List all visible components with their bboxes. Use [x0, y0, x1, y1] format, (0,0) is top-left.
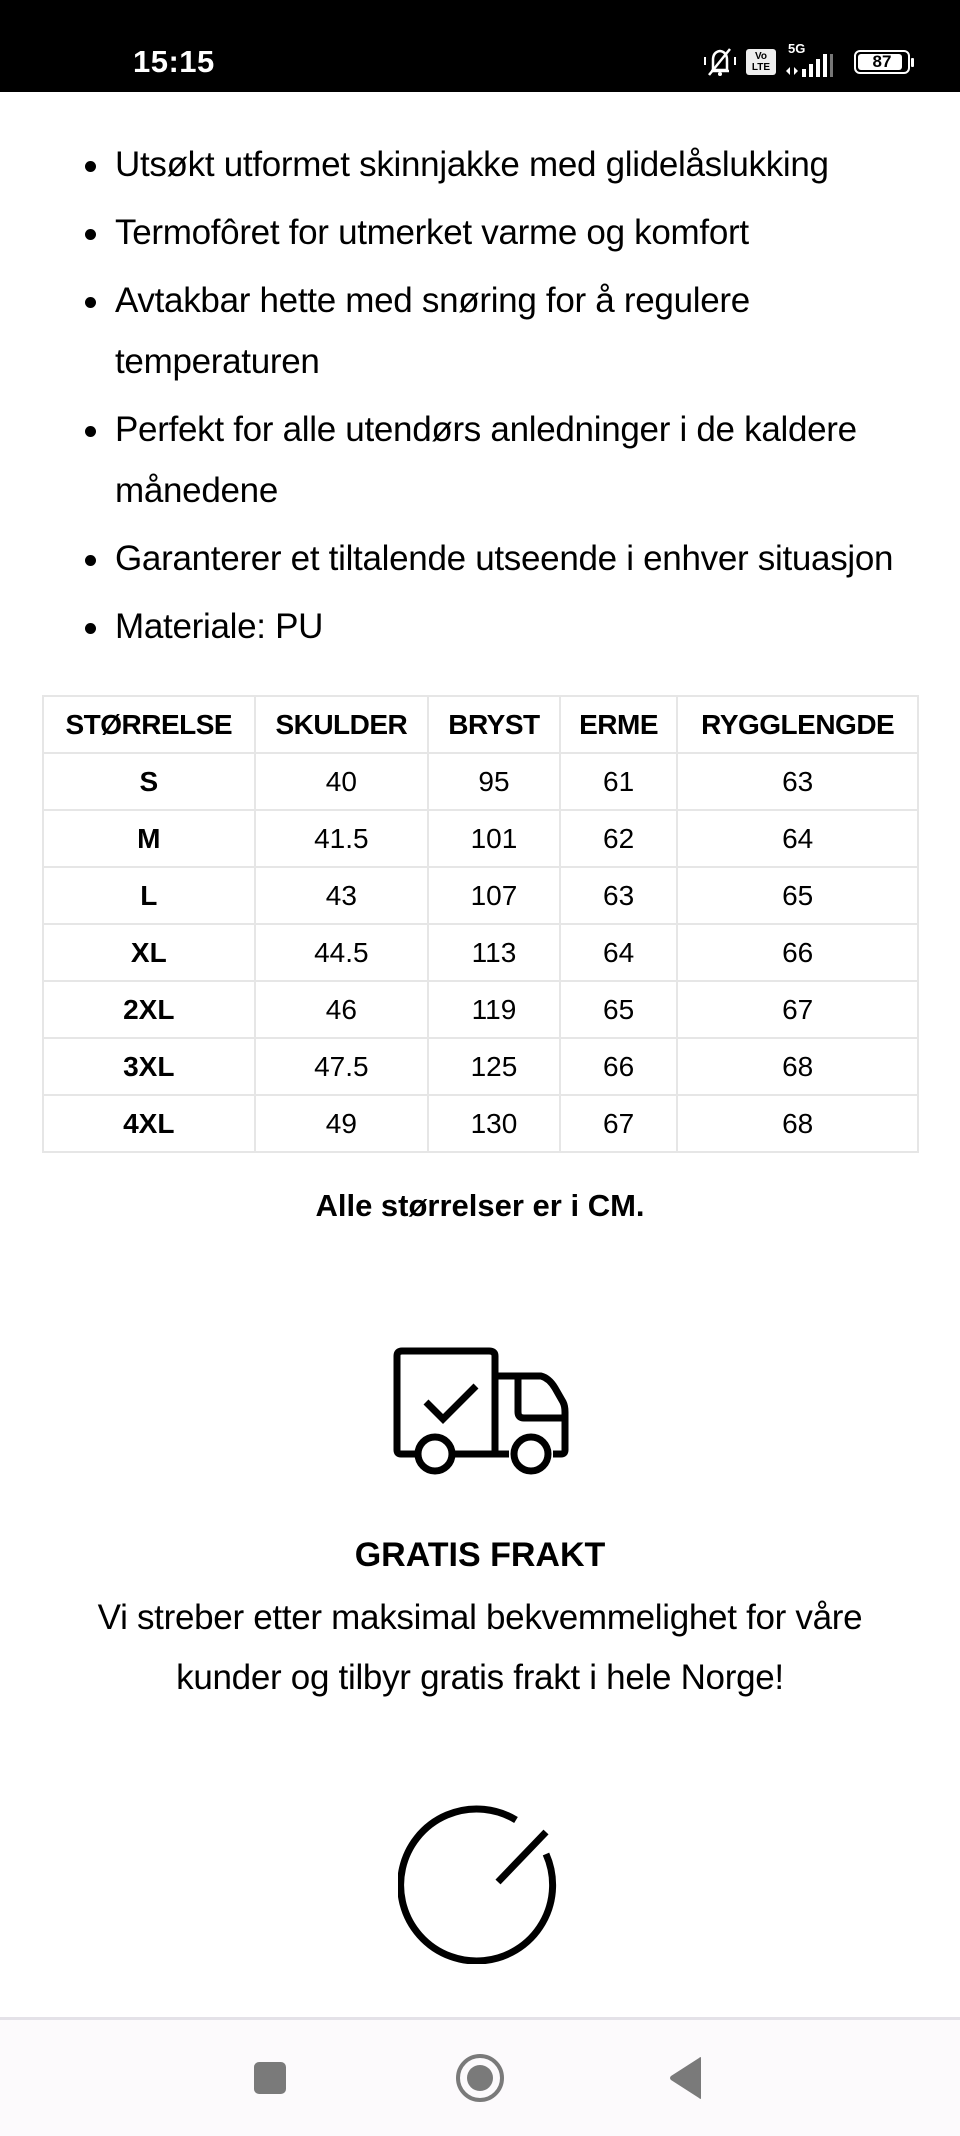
shipping-title: GRATIS FRAKT [354, 1536, 606, 1574]
back-length-cell: 66 [677, 924, 918, 981]
chest-cell: 119 [428, 981, 560, 1038]
table-row [43, 924, 918, 981]
table-header-row [43, 696, 918, 753]
shoulder-cell: 47.5 [255, 1038, 429, 1095]
timer-icon [398, 1800, 562, 1964]
back-length-cell: 67 [677, 981, 918, 1038]
recents-button[interactable] [220, 2020, 320, 2136]
back-length-cell: 63 [677, 753, 918, 810]
network-label: 5G [788, 41, 806, 56]
shipping-description: Vi streber etter maksimal bekvemmelighet for våre kunder og tilbyr gratis frakt i hele Norge! [97, 1598, 863, 1697]
shoulder-cell: 40 [255, 753, 429, 810]
status-bar [0, 0, 960, 92]
back-icon [667, 2056, 707, 2100]
sleeve-cell: 64 [560, 924, 678, 981]
table-row [43, 1095, 918, 1152]
size-chart-table [42, 695, 919, 1153]
sleeve-cell: 62 [560, 810, 678, 867]
back-length-cell: 68 [677, 1038, 918, 1095]
chest-cell: 101 [428, 810, 560, 867]
volte-bottom-label: LTE [751, 62, 771, 73]
feature-item: Materiale: PU [115, 596, 935, 657]
5g-signal-icon [784, 41, 840, 79]
header-back-length: RYGGLENGDE [677, 696, 918, 753]
size-cell: S [43, 753, 255, 810]
header-chest: BRYST [428, 696, 560, 753]
size-cell: 3XL [43, 1038, 255, 1095]
shoulder-cell: 49 [255, 1095, 429, 1152]
battery-icon [854, 50, 910, 74]
sleeve-cell: 63 [560, 867, 678, 924]
table-row [43, 753, 918, 810]
feature-item: Garanterer et tiltalende utseende i enhver situasjon [115, 528, 935, 589]
shoulder-cell: 43 [255, 867, 429, 924]
volte-icon [746, 49, 776, 75]
status-time: 15:15 [133, 44, 215, 79]
sleeve-cell: 67 [560, 1095, 678, 1152]
chest-cell: 125 [428, 1038, 560, 1095]
chest-cell: 107 [428, 867, 560, 924]
header-sleeve: ERME [560, 696, 678, 753]
sleeve-cell: 61 [560, 753, 678, 810]
size-cell: M [43, 810, 255, 867]
sleeve-cell: 65 [560, 981, 678, 1038]
home-button[interactable] [430, 2020, 530, 2136]
status-icons [702, 41, 910, 80]
feature-item: Utsøkt utformet skinnjakke med glidelåslukking [115, 134, 935, 195]
feature-item: Avtakbar hette med snøring for å regulere temperaturen [115, 270, 935, 392]
feature-item: Termofôret for utmerket varme og komfort [115, 202, 935, 263]
system-navigation-bar [0, 2017, 960, 2136]
chest-cell: 113 [428, 924, 560, 981]
size-cell: 4XL [43, 1095, 255, 1152]
table-row [43, 810, 918, 867]
shoulder-cell: 44.5 [255, 924, 429, 981]
header-shoulder: SKULDER [255, 696, 429, 753]
back-length-cell: 64 [677, 810, 918, 867]
chest-cell: 95 [428, 753, 560, 810]
chest-cell: 130 [428, 1095, 560, 1152]
size-cell: 2XL [43, 981, 255, 1038]
shoulder-cell: 41.5 [255, 810, 429, 867]
recents-icon [252, 2060, 288, 2096]
back-button[interactable] [637, 2020, 737, 2136]
sleeve-cell: 66 [560, 1038, 678, 1095]
volte-top-label: Vo [754, 51, 768, 62]
size-cell: XL [43, 924, 255, 981]
feature-list [115, 134, 935, 664]
table-row [43, 981, 918, 1038]
shoulder-cell: 46 [255, 981, 429, 1038]
home-icon [455, 2053, 505, 2103]
back-length-cell: 68 [677, 1095, 918, 1152]
table-row [43, 867, 918, 924]
battery-percent: 87 [872, 52, 892, 71]
header-size: STØRRELSE [43, 696, 255, 753]
table-row [43, 1038, 918, 1095]
delivery-truck-check-icon [393, 1346, 569, 1476]
feature-item: Perfekt for alle utendørs anledninger i de kaldere månedene [115, 399, 935, 521]
mute-icon [702, 45, 738, 79]
size-unit-note: Alle størrelser er i CM. [315, 1188, 645, 1223]
back-length-cell: 65 [677, 867, 918, 924]
size-cell: L [43, 867, 255, 924]
